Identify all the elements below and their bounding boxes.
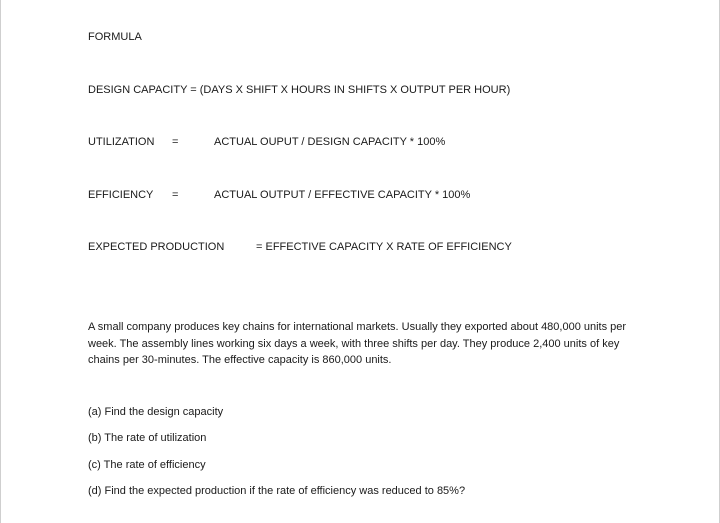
utilization-label: UTILIZATION <box>88 136 155 148</box>
formula-heading: FORMULA <box>88 31 142 43</box>
question-d: (d) Find the expected production if the rate of efficiency was reduced to 85%? <box>88 485 466 497</box>
question-b: (b) The rate of utilization <box>88 432 207 444</box>
efficiency-equals: = <box>172 189 179 201</box>
efficiency-label: EFFICIENCY <box>88 189 154 201</box>
problem-paragraph: A small company produces key chains for international markets. Usually they exported about 480,000 units per week. The assembly lines working six days a week, with three shifts per day. They produce 2,400 units of key chains per 30-minutes. The effective capacity is 860,000 units. <box>88 321 627 366</box>
question-c: (c) The rate of efficiency <box>88 459 206 471</box>
utilization-equals: = <box>172 136 179 148</box>
expected-production-expression: = EFFECTIVE CAPACITY X RATE OF EFFICIENCY <box>256 241 512 253</box>
question-a: (a) Find the design capacity <box>88 406 224 418</box>
utilization-expression: ACTUAL OUPUT / DESIGN CAPACITY * 100% <box>214 136 446 148</box>
expected-production-label: EXPECTED PRODUCTION <box>88 241 225 253</box>
design-capacity-formula: DESIGN CAPACITY = (DAYS X SHIFT X HOURS IN SHIFTS X OUTPUT PER HOUR) <box>88 84 511 96</box>
efficiency-expression: ACTUAL OUTPUT / EFFECTIVE CAPACITY * 100% <box>214 189 471 201</box>
